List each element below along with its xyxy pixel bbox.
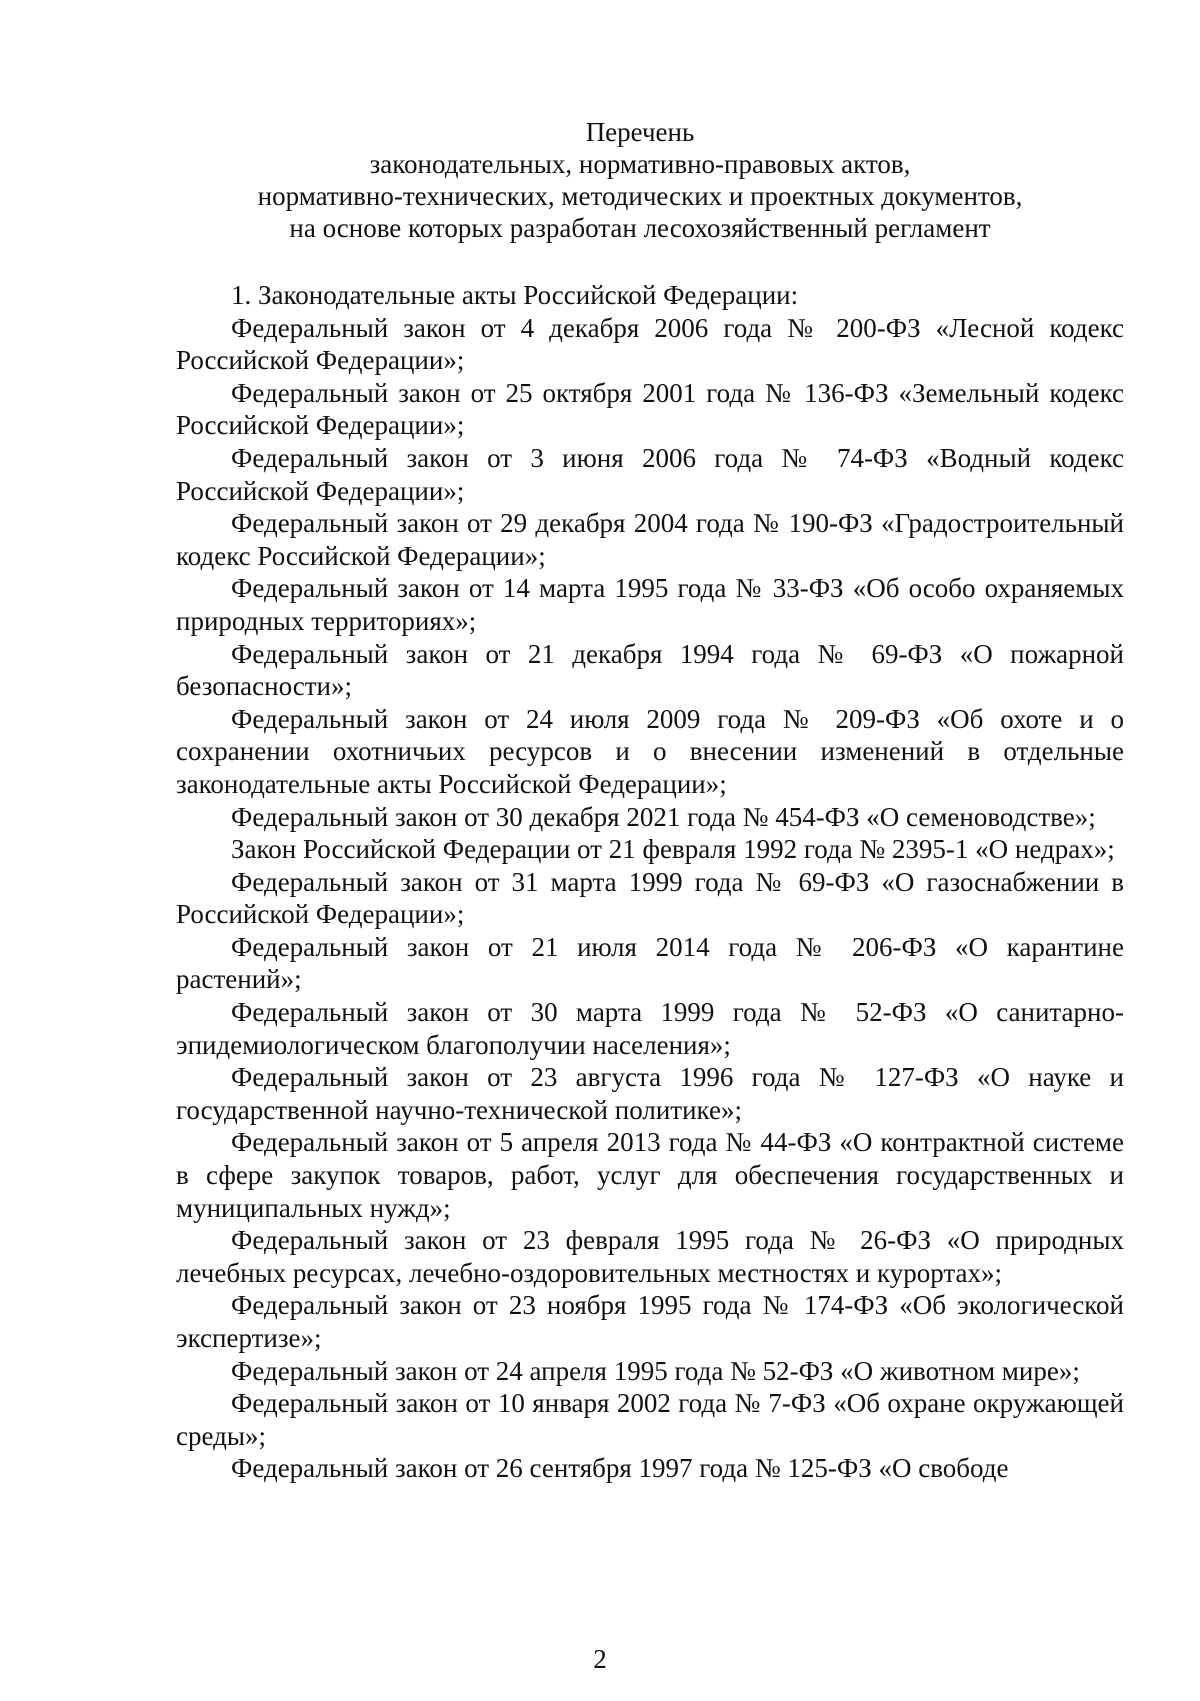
title-line: законодательных, нормативно-правовых актов, bbox=[369, 149, 911, 179]
law-entry: Федеральный закон от 14 марта 1995 года № 33-ФЗ «Об особо охраняемых природных территориях»; bbox=[176, 573, 1124, 636]
law-entry: Федеральный закон от 23 августа 1996 года № 127-ФЗ «О науке и государственной научно-технической политике»; bbox=[176, 1062, 1124, 1125]
law-entry: Федеральный закон от 31 марта 1999 года № 69-ФЗ «О газоснабжении в Российской Федерации»; bbox=[176, 866, 1124, 930]
law-entry: Федеральный закон от 5 апреля 2013 года № 44-ФЗ «О контрактной системе в сфере закупок товаров, работ, услуг для обеспечения государственных и муниципальных нужд»; bbox=[176, 1127, 1124, 1223]
page-number: 2 bbox=[593, 1644, 607, 1674]
law-entry: Федеральный закон от 3 июня 2006 года № 74-ФЗ «Водный кодекс Российской Федерации»; bbox=[176, 442, 1124, 506]
law-entry: Федеральный закон от 4 декабря 2006 года № 200-ФЗ «Лесной кодекс Российской Федерации»; bbox=[176, 312, 1124, 376]
law-entry: Федеральный закон от 29 декабря 2004 года № 190-ФЗ «Градостроительный кодекс Российской Федерации»; bbox=[176, 508, 1124, 571]
law-entry: Федеральный закон от 10 января 2002 года № 7-ФЗ «Об охране окружающей среды»; bbox=[176, 1388, 1124, 1451]
law-entry: Закон Российской Федерации от 21 февраля 1992 года № 2395-1 «О недрах»; bbox=[231, 834, 1115, 865]
title-line: нормативно-технических, методических и проектных документов, bbox=[257, 181, 1023, 211]
law-entry: Федеральный закон от 30 марта 1999 года № 52-ФЗ «О санитарно-эпидемиологическом благополучии населения»; bbox=[176, 997, 1124, 1060]
title-line: на основе которых разработан лесохозяйственный регламент bbox=[289, 213, 991, 243]
section-heading: 1. Законодательные акты Российской Федерации: bbox=[231, 280, 799, 310]
law-entry: Федеральный закон от 21 июля 2014 года № 206-ФЗ «О карантине растений»; bbox=[176, 931, 1124, 995]
law-entry: Федеральный закон от 23 февраля 1995 года № 26-ФЗ «О природных лечебных ресурсах, лечебно-оздоровительных местностях и курортах»; bbox=[176, 1225, 1124, 1288]
title-line: Перечень bbox=[585, 117, 695, 147]
document-title bbox=[160, 116, 1120, 244]
document-body bbox=[176, 279, 1124, 1485]
law-entry: Федеральный закон от 24 апреля 1995 года № 52-ФЗ «О животном мире»; bbox=[231, 1355, 1080, 1386]
law-entry: Федеральный закон от 24 июля 2009 года № 209-ФЗ «Об охоте и о сохранении охотничьих ресурсов и о внесении изменений в отдельные законодательные акты Российской Федерации»; bbox=[176, 703, 1124, 799]
law-entry: Федеральный закон от 21 декабря 1994 года № 69-ФЗ «О пожарной безопасности»; bbox=[176, 638, 1124, 702]
law-entry: Федеральный закон от 30 декабря 2021 года № 454-ФЗ «О семеноводстве»; bbox=[231, 801, 1096, 832]
law-entry: Федеральный закон от 25 октября 2001 года № 136-ФЗ «Земельный кодекс Российской Федерации»; bbox=[176, 377, 1124, 441]
law-entry: Федеральный закон от 23 ноября 1995 года № 174-ФЗ «Об экологической экспертизе»; bbox=[176, 1290, 1124, 1353]
law-entry: Федеральный закон от 26 сентября 1997 года № 125-ФЗ «О свободе bbox=[231, 1453, 1009, 1484]
